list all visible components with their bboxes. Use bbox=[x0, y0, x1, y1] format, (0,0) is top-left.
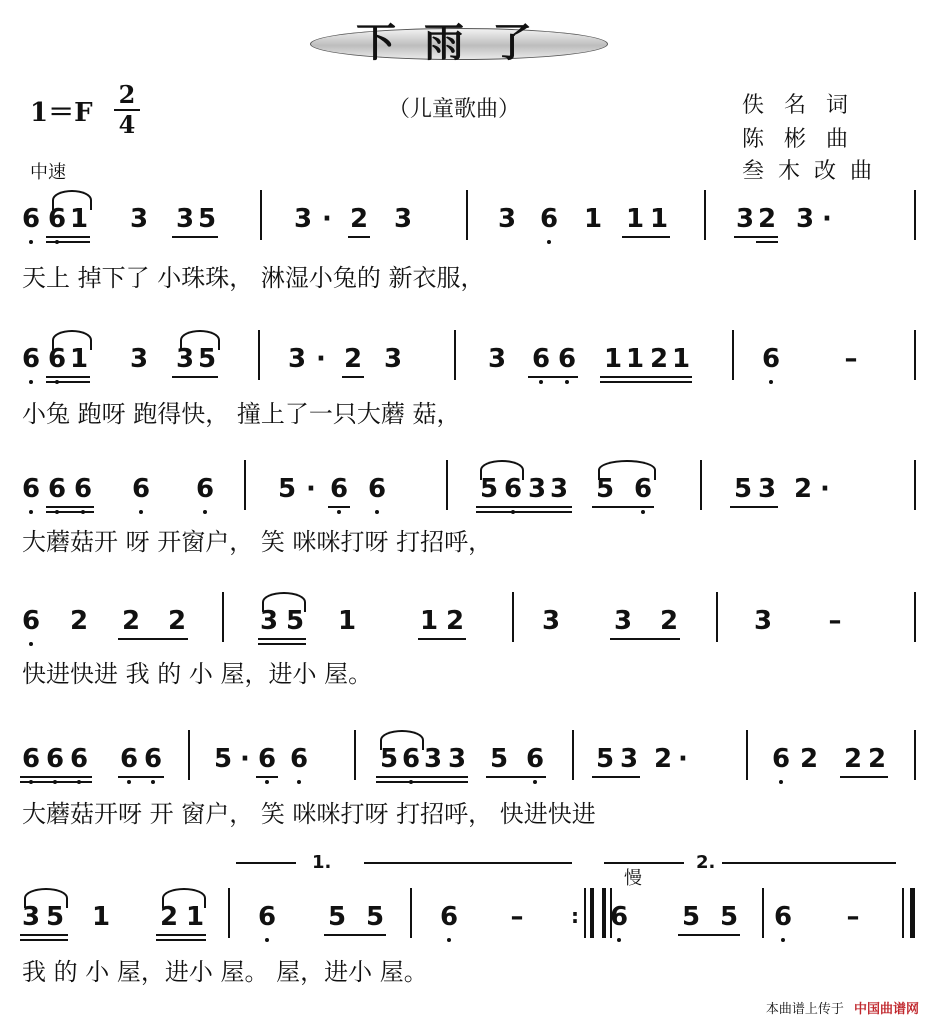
tempo-marking: 中速 bbox=[30, 162, 66, 183]
notation-row-2: 6 6 1 3 3 5 3 · 2 3 3 6 6 1 1 2 1 6 – bbox=[22, 344, 922, 404]
volta-2-line-right bbox=[722, 862, 896, 864]
lyric-line-2: 小兔 跑呀 跑得快， 撞上了一只大蘑 菇， bbox=[22, 400, 461, 428]
notation-row-3: 6 6 6 6 6 5 · 6 6 5 6 3 3 5 6 5 3 2 · bbox=[22, 474, 922, 534]
notation-row-5: 6 6 6 6 6 5 · 6 6 5 6 3 3 5 6 5 3 2 · 6 2 2 2 bbox=[22, 744, 922, 804]
footer-watermark bbox=[766, 998, 919, 1017]
arranger-credit: 叁木改曲 bbox=[742, 159, 887, 184]
genre-label: （儿童歌曲） bbox=[388, 97, 521, 122]
time-bottom: 4 bbox=[118, 110, 136, 139]
notation-row-4: 6 2 2 2 3 5 1 1 2 3 3 2 3 – bbox=[22, 606, 922, 666]
lyricist-credit: 佚名词 bbox=[742, 93, 869, 118]
composer-credit: 陈彬曲 bbox=[742, 127, 869, 152]
time-top: 2 bbox=[118, 80, 136, 109]
volta-1-line-right bbox=[364, 862, 572, 864]
lyric-line-4: 快进快进 我 的 小 屋，进小 屋。 bbox=[22, 660, 373, 688]
footer-upload-text: 本曲谱上传于 bbox=[765, 1002, 844, 1017]
notation-row-1: 6 6 1 3 3 5 3 · 2 3 3 6 1 1 1 3 2 3 · bbox=[22, 204, 922, 264]
lyric-line-1: 天上 掉下了 小珠珠， 淋湿小兔的 新衣服， bbox=[22, 264, 485, 292]
slow-marking: 慢 bbox=[624, 868, 642, 889]
lyric-line-6: 我 的 小 屋，进小 屋。 屋，进小 屋。 bbox=[22, 958, 428, 986]
footer-brand-logo[interactable]: 中国曲谱网 bbox=[853, 1002, 919, 1017]
volta-2-label: 2. bbox=[696, 852, 716, 873]
notation-row-6: 3 5 1 2 1 6 5 5 6 – : 6 5 5 6 – bbox=[22, 902, 922, 962]
time-signature bbox=[114, 82, 140, 138]
lyric-line-3: 大蘑菇开 呀 开窗户， 笑 咪咪打呀 打招呼， bbox=[22, 528, 493, 556]
volta-1-label: 1. bbox=[312, 852, 332, 873]
page-title: 下雨了 bbox=[356, 19, 560, 66]
volta-1-line-left bbox=[236, 862, 296, 864]
key-signature: 1＝F bbox=[30, 98, 93, 128]
lyric-line-5: 大蘑菇开呀 开 窗户， 笑 咪咪打呀 打招呼， 快进快进 bbox=[22, 800, 596, 828]
title-banner bbox=[310, 18, 610, 74]
volta-2-line-left bbox=[604, 862, 684, 864]
